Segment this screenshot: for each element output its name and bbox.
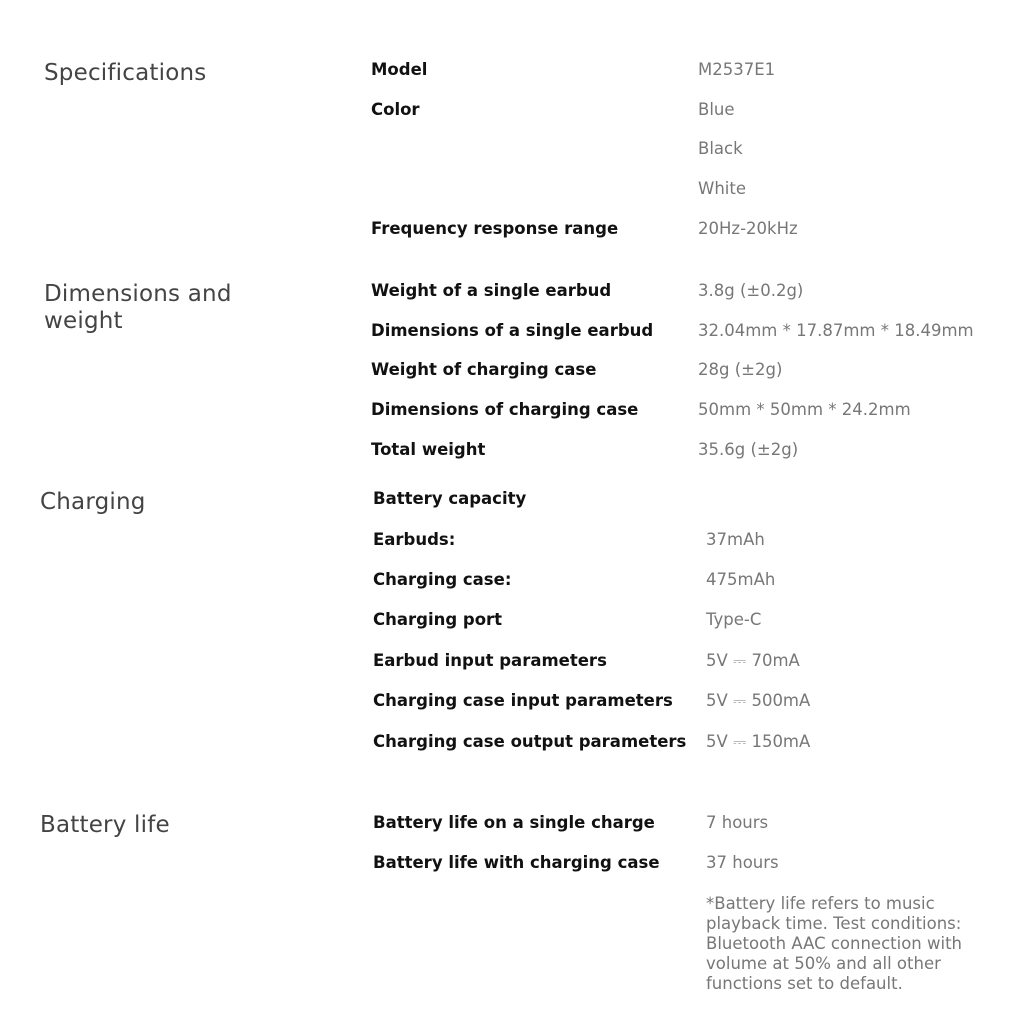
charge-value-case-output: 5V ⎓ 150mA — [706, 732, 811, 751]
section-title-battery-life: Battery life — [40, 812, 170, 838]
dim-value-earbud-dimensions: 32.04mm * 17.87mm * 18.49mm — [698, 321, 974, 340]
dim-label-total-weight: Total weight — [371, 440, 486, 459]
charge-label-case-input: Charging case input parameters — [373, 691, 673, 710]
battery-value-single-charge: 7 hours — [706, 813, 769, 832]
dim-label-earbud-dimensions: Dimensions of a single earbud — [371, 321, 654, 340]
section-title-specifications: Specifications — [44, 60, 207, 86]
dim-value-earbud-weight: 3.8g (±0.2g) — [698, 281, 804, 300]
section-title-dimensions: Dimensions and weight — [44, 281, 232, 334]
spec-value-color-white: White — [698, 179, 746, 198]
dim-value-case-dimensions: 50mm * 50mm * 24.2mm — [698, 400, 911, 419]
charge-value-case-input: 5V ⎓ 500mA — [706, 691, 811, 710]
dim-label-earbud-weight: Weight of a single earbud — [371, 281, 612, 300]
spec-value-frequency: 20Hz-20kHz — [698, 219, 798, 238]
section-title-charging: Charging — [40, 489, 146, 515]
spec-label-color: Color — [371, 100, 420, 119]
dim-label-case-weight: Weight of charging case — [371, 360, 597, 379]
dim-value-case-weight: 28g (±2g) — [698, 360, 783, 379]
battery-value-with-case: 37 hours — [706, 853, 779, 872]
spec-label-frequency: Frequency response range — [371, 219, 619, 238]
charge-value-case: 475mAh — [706, 570, 776, 589]
dim-value-total-weight: 35.6g (±2g) — [698, 440, 799, 459]
spec-label-model: Model — [371, 60, 428, 79]
dim-label-case-dimensions: Dimensions of charging case — [371, 400, 639, 419]
charge-value-port: Type-C — [706, 610, 762, 629]
charge-value-earbud-input: 5V ⎓ 70mA — [706, 651, 800, 670]
spec-value-color-blue: Blue — [698, 100, 735, 119]
battery-label-single-charge: Battery life on a single charge — [373, 813, 655, 832]
charge-label-earbuds: Earbuds: — [373, 530, 456, 549]
spec-value-color-black: Black — [698, 139, 743, 158]
charge-value-earbuds: 37mAh — [706, 530, 765, 549]
charge-label-case: Charging case: — [373, 570, 512, 589]
charge-label-case-output: Charging case output parameters — [373, 732, 687, 751]
battery-label-with-case: Battery life with charging case — [373, 853, 660, 872]
spec-value-model: M2537E1 — [698, 60, 776, 79]
charge-label-earbud-input: Earbud input parameters — [373, 651, 607, 670]
charge-label-battery-capacity: Battery capacity — [373, 489, 527, 508]
battery-life-footnote: *Battery life refers to music playback time. Test conditions: Bluetooth AAC connection with volume at 50% and all other functions set to default. — [706, 894, 963, 993]
charge-label-port: Charging port — [373, 610, 503, 629]
